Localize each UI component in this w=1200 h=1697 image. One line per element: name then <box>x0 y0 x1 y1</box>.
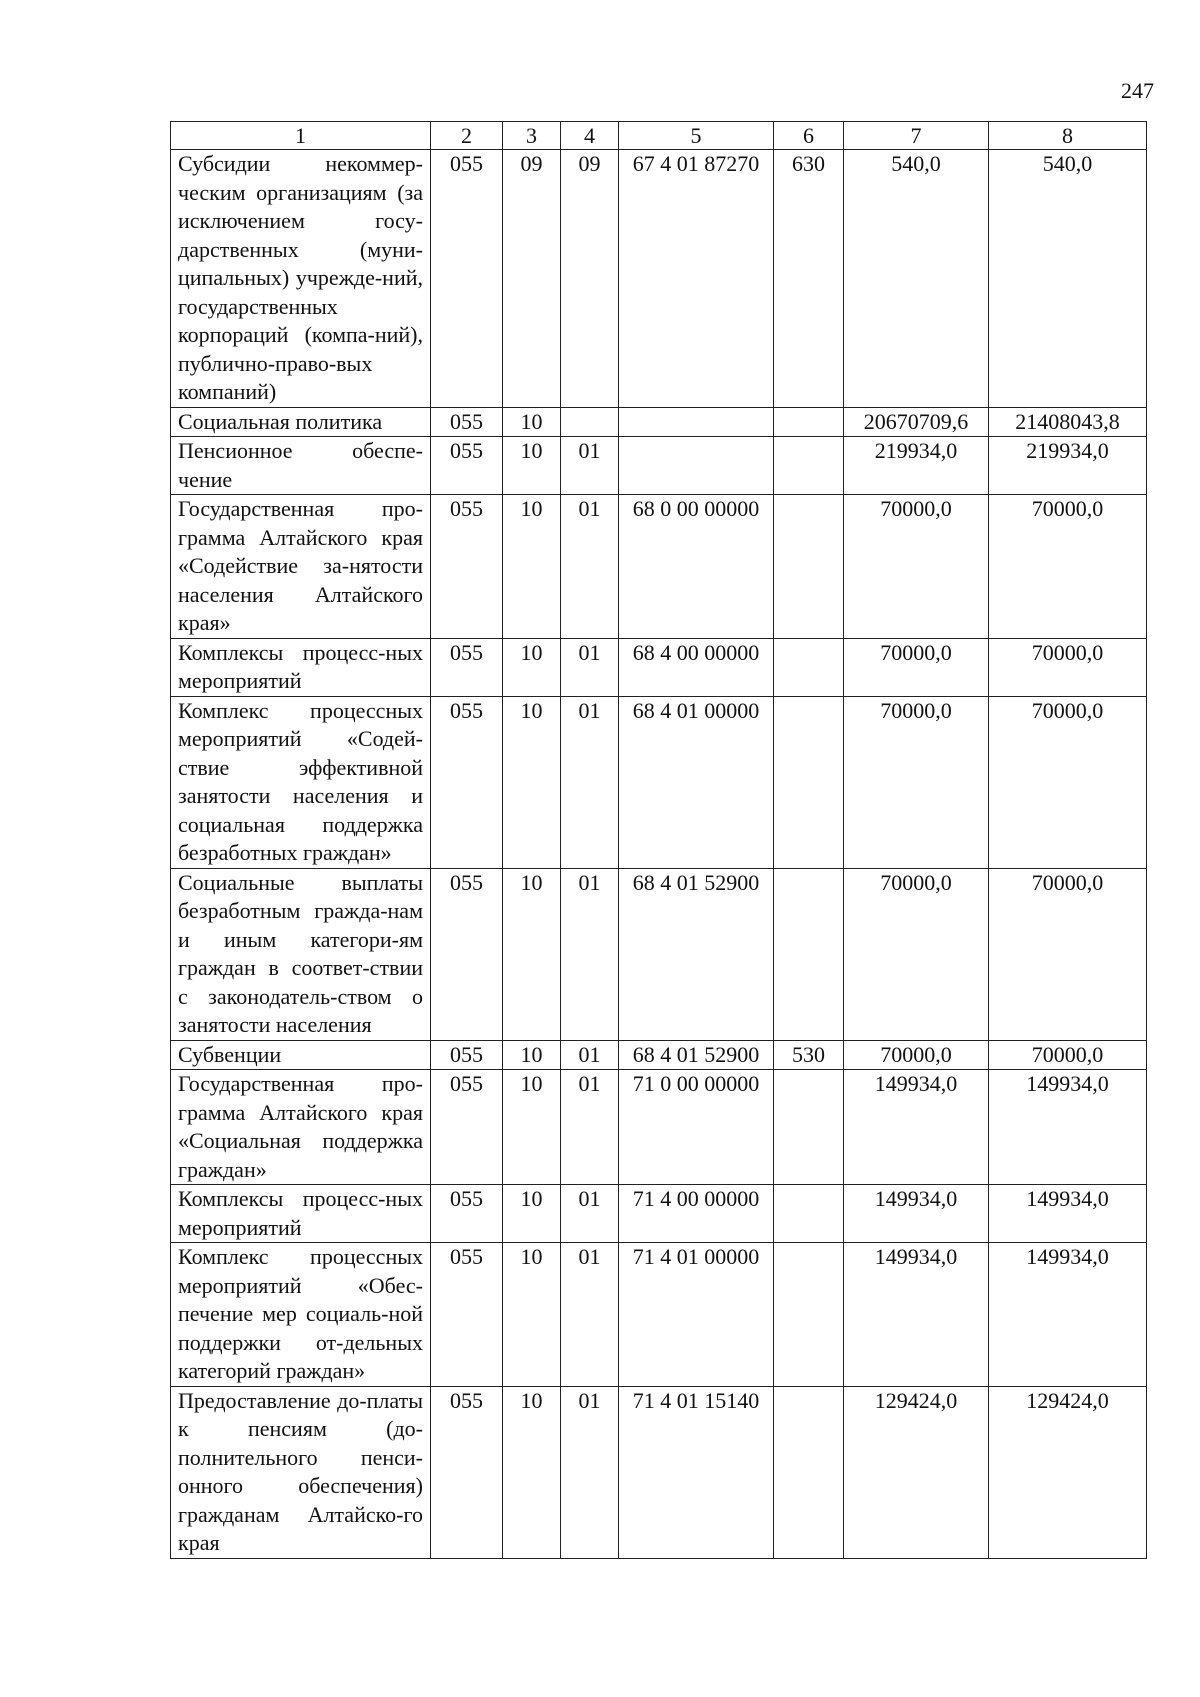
column-header: 4 <box>561 122 619 150</box>
column-header: 7 <box>844 122 989 150</box>
target-article-cell: 71 0 00 00000 <box>619 1070 774 1185</box>
expense-type-cell <box>774 495 844 639</box>
section-code-cell: 10 <box>503 1243 561 1387</box>
column-header: 3 <box>503 122 561 150</box>
row-name-cell: Комплекс процессных мероприятий «Содей-ствие эффективной занятости населения и социальная поддержка безработных граждан» <box>171 696 431 868</box>
amount-year2-cell: 149934,0 <box>989 1243 1147 1387</box>
amount-year2-cell: 70000,0 <box>989 638 1147 696</box>
row-name-cell: Комплексы процесс-ных мероприятий <box>171 638 431 696</box>
table-row <box>171 1040 1147 1070</box>
amount-year1-cell: 70000,0 <box>844 696 989 868</box>
amount-year1-cell: 20670709,6 <box>844 407 989 437</box>
target-article-cell: 68 4 01 52900 <box>619 868 774 1040</box>
table-row <box>171 1070 1147 1185</box>
table-row <box>171 437 1147 495</box>
expense-type-cell <box>774 1386 844 1558</box>
target-article-cell <box>619 437 774 495</box>
table-row <box>171 1243 1147 1387</box>
target-article-cell: 68 4 01 00000 <box>619 696 774 868</box>
section-code-cell: 10 <box>503 1070 561 1185</box>
section-code-cell: 10 <box>503 1040 561 1070</box>
subsection-code-cell: 01 <box>561 437 619 495</box>
section-code-cell: 10 <box>503 1386 561 1558</box>
target-article-cell: 67 4 01 87270 <box>619 150 774 408</box>
expense-type-cell: 630 <box>774 150 844 408</box>
ministry-code-cell: 055 <box>431 696 503 868</box>
row-name-cell: Пенсионное обеспе-чение <box>171 437 431 495</box>
target-article-cell: 71 4 01 15140 <box>619 1386 774 1558</box>
subsection-code-cell: 01 <box>561 1040 619 1070</box>
amount-year1-cell: 70000,0 <box>844 495 989 639</box>
row-name-cell: Государственная про-грамма Алтайского края «Содействие за-нятости населения Алтайского края» <box>171 495 431 639</box>
amount-year2-cell: 129424,0 <box>989 1386 1147 1558</box>
section-code-cell: 10 <box>503 1185 561 1243</box>
budget-table <box>170 121 1147 1559</box>
ministry-code-cell: 055 <box>431 638 503 696</box>
table-row <box>171 696 1147 868</box>
amount-year1-cell: 149934,0 <box>844 1243 989 1387</box>
column-header: 6 <box>774 122 844 150</box>
subsection-code-cell: 01 <box>561 1243 619 1387</box>
amount-year1-cell: 540,0 <box>844 150 989 408</box>
page-number: 247 <box>1121 78 1154 103</box>
ministry-code-cell: 055 <box>431 1040 503 1070</box>
row-name-cell: Субвенции <box>171 1040 431 1070</box>
amount-year2-cell: 70000,0 <box>989 495 1147 639</box>
section-code-cell: 10 <box>503 437 561 495</box>
row-name-cell: Комплекс процессных мероприятий «Обес-печение мер социаль-ной поддержки от-дельных категорий граждан» <box>171 1243 431 1387</box>
expense-type-cell <box>774 638 844 696</box>
subsection-code-cell: 01 <box>561 1386 619 1558</box>
amount-year2-cell: 21408043,8 <box>989 407 1147 437</box>
row-name-cell: Государственная про-грамма Алтайского края «Социальная поддержка граждан» <box>171 1070 431 1185</box>
table-row <box>171 407 1147 437</box>
table-row <box>171 868 1147 1040</box>
amount-year2-cell: 70000,0 <box>989 1040 1147 1070</box>
amount-year2-cell: 70000,0 <box>989 696 1147 868</box>
amount-year2-cell: 70000,0 <box>989 868 1147 1040</box>
table-row <box>171 495 1147 639</box>
subsection-code-cell: 01 <box>561 495 619 639</box>
expense-type-cell <box>774 1185 844 1243</box>
amount-year1-cell: 219934,0 <box>844 437 989 495</box>
ministry-code-cell: 055 <box>431 495 503 639</box>
row-name-cell: Субсидии некоммер-ческим организациям (за исключением госу-дарственных (муни-ципальных) учрежде-ний, государственных корпораций (компа-ний), публично-право-вых компаний) <box>171 150 431 408</box>
subsection-code-cell: 01 <box>561 1185 619 1243</box>
ministry-code-cell: 055 <box>431 437 503 495</box>
row-name-cell: Комплексы процесс-ных мероприятий <box>171 1185 431 1243</box>
amount-year2-cell: 149934,0 <box>989 1185 1147 1243</box>
expense-type-cell <box>774 437 844 495</box>
subsection-code-cell: 01 <box>561 868 619 1040</box>
table-header-row <box>171 122 1147 150</box>
subsection-code-cell <box>561 407 619 437</box>
target-article-cell: 68 4 01 52900 <box>619 1040 774 1070</box>
ministry-code-cell: 055 <box>431 1185 503 1243</box>
amount-year2-cell: 219934,0 <box>989 437 1147 495</box>
column-header: 8 <box>989 122 1147 150</box>
amount-year2-cell: 149934,0 <box>989 1070 1147 1185</box>
expense-type-cell <box>774 407 844 437</box>
column-header: 5 <box>619 122 774 150</box>
amount-year1-cell: 70000,0 <box>844 1040 989 1070</box>
subsection-code-cell: 01 <box>561 638 619 696</box>
ministry-code-cell: 055 <box>431 1386 503 1558</box>
section-code-cell: 10 <box>503 638 561 696</box>
row-name-cell: Социальная политика <box>171 407 431 437</box>
target-article-cell: 71 4 00 00000 <box>619 1185 774 1243</box>
row-name-cell: Социальные выплаты безработным гражда-нам и иным категори-ям граждан в соответ-ствии с законодатель-ством о занятости населения <box>171 868 431 1040</box>
target-article-cell: 68 0 00 00000 <box>619 495 774 639</box>
amount-year1-cell: 129424,0 <box>844 1386 989 1558</box>
subsection-code-cell: 01 <box>561 1070 619 1185</box>
amount-year1-cell: 149934,0 <box>844 1070 989 1185</box>
expense-type-cell <box>774 1243 844 1387</box>
subsection-code-cell: 01 <box>561 696 619 868</box>
section-code-cell: 10 <box>503 696 561 868</box>
section-code-cell: 10 <box>503 868 561 1040</box>
amount-year1-cell: 149934,0 <box>844 1185 989 1243</box>
section-code-cell: 09 <box>503 150 561 408</box>
column-header: 2 <box>431 122 503 150</box>
column-header: 1 <box>171 122 431 150</box>
amount-year2-cell: 540,0 <box>989 150 1147 408</box>
ministry-code-cell: 055 <box>431 868 503 1040</box>
table-row <box>171 150 1147 408</box>
expense-type-cell <box>774 868 844 1040</box>
table-row <box>171 1386 1147 1558</box>
target-article-cell: 68 4 00 00000 <box>619 638 774 696</box>
subsection-code-cell: 09 <box>561 150 619 408</box>
table-row <box>171 638 1147 696</box>
table-row <box>171 1185 1147 1243</box>
section-code-cell: 10 <box>503 407 561 437</box>
ministry-code-cell: 055 <box>431 1070 503 1185</box>
ministry-code-cell: 055 <box>431 150 503 408</box>
target-article-cell <box>619 407 774 437</box>
expense-type-cell <box>774 696 844 868</box>
ministry-code-cell: 055 <box>431 1243 503 1387</box>
amount-year1-cell: 70000,0 <box>844 868 989 1040</box>
target-article-cell: 71 4 01 00000 <box>619 1243 774 1387</box>
row-name-cell: Предоставление до-платы к пенсиям (до-полнительного пенси-онного обеспечения) гражданам Алтайско-го края <box>171 1386 431 1558</box>
ministry-code-cell: 055 <box>431 407 503 437</box>
expense-type-cell <box>774 1070 844 1185</box>
expense-type-cell: 530 <box>774 1040 844 1070</box>
section-code-cell: 10 <box>503 495 561 639</box>
amount-year1-cell: 70000,0 <box>844 638 989 696</box>
